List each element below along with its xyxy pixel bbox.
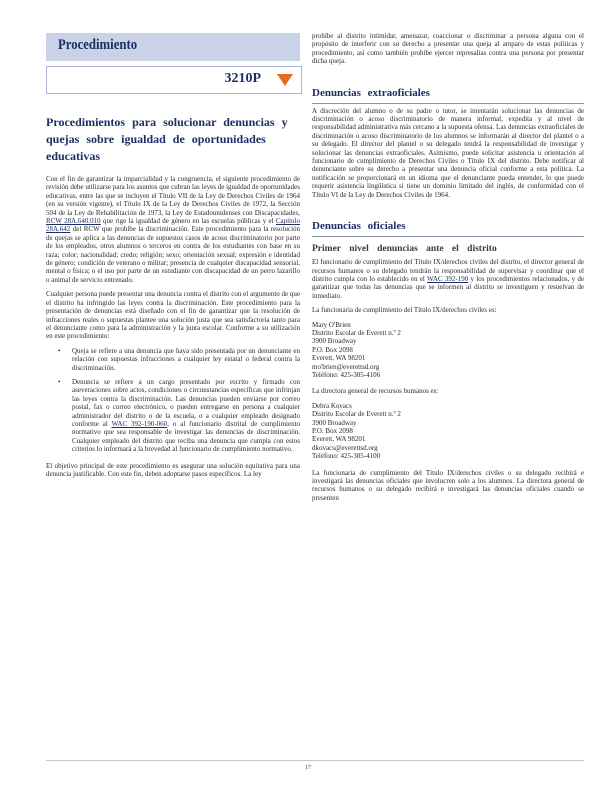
document-title: Procedimientos para solucionar denuncias y quejas sobre igualdad de oportunidades educativas (46, 115, 288, 163)
section-banner (46, 33, 300, 61)
contact-email[interactable]: mo'brien@everettsd.org (312, 362, 380, 371)
informal-paragraph: A discreción del alumno o de su padre o tutor, se intentarán solucionar las denuncias de discriminación o acoso discriminatorio de manera informal, expedita y al nivel de responsabilidad administrativa más cercano a la supuesta ofensa. Las denuncias extraoficiales de discriminación o acoso discriminatorio de los alumnos se informarán al director del plantel o a su delegado. El director del plantel o su delegado tendrá la responsabilidad de investigar y solucionar las denuncias extraoficiales. Asimismo, puede solicitar asistencia u orientación al funcionario de cumplimiento de Derechos Civiles o Título IX del distrito. Debe notificar al denunciante sobre su derecho a presentar una denuncia oficial conforme a esta política. La notificación se proporcionará en un idioma que el denunciante pueda entender, lo que puede requerir asistencia lingüística si tiene un dominio limitado del inglés, de conformidad con el Título VI de la Ley de Derechos Civiles de 1964. (312, 106, 584, 199)
list-item (72, 378, 300, 454)
contact-block-1 (312, 321, 584, 380)
first-level-text-b: y los procedimientos relacionados, y de garantizar que todas las denuncias que se informen al distrito se investiguen y resuelvan de inmediato. (312, 274, 585, 300)
page-number: 17 (305, 765, 311, 771)
contact-org: Distrito Escolar de Everett n.º 2 (312, 410, 401, 419)
left-column (46, 106, 300, 484)
intro-paragraph (46, 175, 300, 284)
right-column (312, 32, 584, 508)
section-title: Procedimiento (58, 37, 138, 53)
wac-392-190-link[interactable]: WAC 392-190 (427, 274, 469, 283)
contact-phone: Teléfono: 425-385-4100 (312, 452, 381, 461)
intro-text-b: que rige la igualdad de género en las escuelas públicas y el (102, 217, 274, 226)
contact-city: Everett, WA 98201 (312, 354, 366, 363)
continued-paragraph: prohíbe al distrito intimidar, amenazar, coaccionar o discriminar a persona alguna con el propósito de interferir con su derecho a presentar una queja al amparo de estas políticas y procedimiento, así como también prohíbe ejercer represalias contra una persona por presentar dicha queja. (312, 32, 584, 66)
contact-phone: Teléfono: 425-385-4106 (312, 370, 381, 379)
contact-po: P.O. Box 2098 (312, 427, 353, 435)
contact-org: Distrito Escolar de Everett n.º 2 (312, 328, 401, 337)
intro-text-c: del RCW que prohíbe la discriminación. Este procedimiento para la resolución de quejas se aplica a las denuncias de supuestos casos de acoso discriminatorio por parte de los empleados, otros alumnos o terceros en contra de los estudiantes con base en su raza; color; nacionalidad; credo; religión; sexo; orientación sexual; expresión e identidad de género; condición de veterano o militar; presencia de cualquier discapacidad sensorial, mental o física; o el uso por parte de un estudiante con discapacidad de un perro lazarillo o animal de servicio entrenado. (46, 225, 301, 284)
policy-code-box (46, 66, 302, 94)
first-level-text-a: El funcionario de cumplimiento del Título IX/derechos civiles del distrito, el director general de recursos humanos o su delegado tendrán la responsabilidad de supervisar y coordinar que el distrito cumpla con lo establecido en el (312, 258, 584, 283)
closing-paragraph: La funcionaria de cumplimiento del Título IX/derechos civiles o su delegado recibirá e investigará las denuncias oficiales que involucren solo a los alumnos. La directora general de recursos humanos o su delegado recibirá e investigará las denuncias oficiales cuando se presenten (312, 468, 584, 502)
heading-informal-complaints: Denuncias extraoficiales (312, 86, 584, 104)
contact-street: 3900 Broadway (312, 418, 357, 427)
contact1-intro: La funcionaria de cumplimiento del Título IX/derechos civiles es: (312, 306, 497, 315)
rcw-link[interactable]: RCW 28A.640.010 (46, 217, 101, 226)
contact-name: Debra Kovacs (312, 401, 352, 410)
complaint-paragraph: Cualquier persona puede presentar una denuncia contra el distrito con el argumento de que el distrito ha infringido las leyes contra la discriminación. Este procedimiento para la presentación de denuncias está diseñado con el fin de garantizar que la resolución de infracciones reales o supuestas plantee una solución justa que sea satisfactoria tanto para el denunciante como para la administración y la junta escolar. Conforme a su utilización en este procedimiento: (46, 290, 300, 341)
intro-text-a: Con el fin de garantizar la imparcialidad y la congruencia, el siguiente procedimiento de revisión debe utilizarse para los asuntos que cubran las leyes de igualdad de oportunidades educativas, entre las que se incluyen el Título VII de la Ley de Derechos Civiles de 1964 (en su versión vigente), el Título IX de la Ley de Derechos Civiles de 1972, la Sección 504 de la Ley de Rehabilitación de 1973, la Ley de Estadounidenses con Discapacidades, (46, 175, 300, 217)
heading-formal-complaints: Denuncias oficiales (312, 219, 584, 237)
policy-code: 3210P (224, 71, 261, 86)
contact-name: Mary O'Brien (312, 320, 351, 329)
footer-divider (46, 760, 584, 761)
wac-link[interactable]: WAC 392-190-060 (111, 419, 168, 428)
contact-po: P.O. Box 2098 (312, 345, 353, 354)
contact2-intro: La directora general de recursos humanos es: (312, 387, 439, 396)
first-level-paragraph (312, 258, 584, 300)
contact-city: Everett, WA 98201 (312, 435, 366, 444)
objective-paragraph: El objetivo principal de este procedimiento es asegurar una solución equitativa para una denuncia justificable. Con este fin, deben adoptarse pasos específicos. La ley (46, 461, 300, 478)
chapter-link[interactable]: Capítulo 28A.642 (46, 217, 300, 234)
definition-text-b: , o al funcionario distrital de cumplimiento normativo que sea responsable de investigar las denuncias de discriminación. Cualquier empleado del distrito que reciba una denuncia que cumpla con estos criterios lo informará a la brevedad al funcionario de cumplimiento normativo. (72, 419, 301, 454)
heading-first-level: Primer nivel denuncias ante el distrito (312, 244, 497, 255)
definitions-list (46, 347, 300, 454)
list-item: • Queja se refiere a una denuncia que haya sido presentada por un denunciante en relación con supuestas infracciones a cualquier ley estatal o federal contra la discriminación. (72, 347, 300, 372)
triangle-down-icon (277, 74, 293, 86)
contact-block-2 (312, 402, 584, 461)
contact-email[interactable]: dkovacs@everettsd.org (312, 443, 378, 452)
definition-text-a: Denuncia se refiere a un cargo presentado por escrito y firmado con aseveraciones sobre actos, condiciones o circunstancias específicas que infrinjan las leyes contra la discriminación. Las denuncias pueden enviarse por correo postal, fax o correo electrónico, o pueden entregarse en persona a cualquier administrador del distrito o de la escuela, o a cualquier empleado designado conforme al (72, 377, 300, 428)
contact-street: 3900 Broadway (312, 337, 357, 346)
